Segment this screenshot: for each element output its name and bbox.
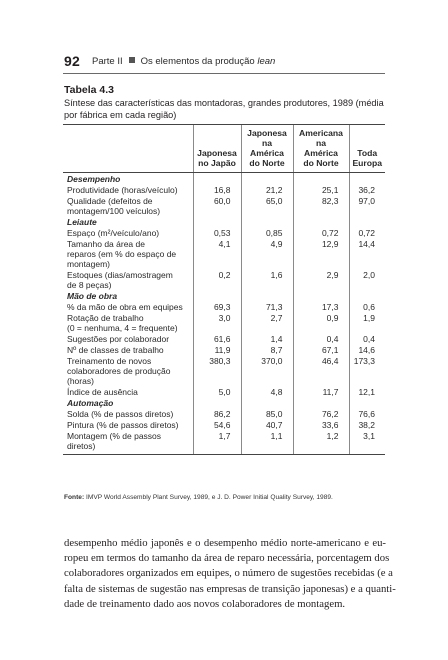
table-row xyxy=(63,386,385,397)
table-cell xyxy=(349,216,385,227)
row-label-line: (horas) xyxy=(67,375,94,386)
row-label-line: Pintura (% de passos diretos) xyxy=(67,419,179,430)
table-cell: 380,3 xyxy=(193,355,241,386)
row-label xyxy=(63,184,193,195)
table-cell xyxy=(293,397,349,408)
table-row xyxy=(63,344,385,355)
table-row xyxy=(63,269,385,290)
table-cell: 40,7 xyxy=(241,419,293,430)
table-cell: 3,0 xyxy=(193,312,241,333)
table-cell: 60,0 xyxy=(193,195,241,216)
table-cell: 0,9 xyxy=(293,312,349,333)
table-cell xyxy=(241,173,293,185)
table-cell: 2,9 xyxy=(293,269,349,290)
table-cell xyxy=(193,216,241,227)
source-label: Fonte: xyxy=(64,494,85,501)
table-cell: 17,3 xyxy=(293,301,349,312)
table-cell: 38,2 xyxy=(349,419,385,430)
table-cell: 2,7 xyxy=(241,312,293,333)
header-rule xyxy=(63,73,385,74)
page-number: 92 xyxy=(64,53,80,69)
column-header-line: América xyxy=(250,148,284,158)
table-cell: 0,4 xyxy=(293,333,349,344)
row-label-line: Produtividade (horas/veículo) xyxy=(67,184,178,195)
row-label-line: montagem) xyxy=(67,258,110,269)
row-label-line: Qualidade (defeitos de xyxy=(67,195,153,206)
row-label-line: Tamanho da área de xyxy=(67,238,145,249)
table-cell: 1,9 xyxy=(349,312,385,333)
row-label xyxy=(63,419,193,430)
column-header-line: Japonesa xyxy=(197,148,237,158)
table-cell: 12,1 xyxy=(349,386,385,397)
row-label xyxy=(63,355,193,386)
table-cell xyxy=(193,173,241,185)
table-cell: 85,0 xyxy=(241,408,293,419)
table-caption: Síntese das características das montadoras, grandes produtores, 1989 (média por fábrica em cada região) xyxy=(64,98,384,120)
running-header-title xyxy=(92,56,275,67)
table-cell: 0,53 xyxy=(193,227,241,238)
body-text-line: falta de sistemas de sugestão nas empresas de transição japonesas) e a quanti- xyxy=(64,582,396,595)
table-header-blank xyxy=(63,125,193,173)
table-cell: 97,0 xyxy=(349,195,385,216)
body-text-line: colaboradores organizados em equipes, o número de sugestões recebidas (e a xyxy=(64,567,393,580)
square-bullet-icon xyxy=(129,57,135,63)
table-cell: 71,3 xyxy=(241,301,293,312)
row-label xyxy=(63,312,193,333)
row-label-line: Desempenho xyxy=(67,173,121,184)
table-row xyxy=(63,333,385,344)
table-cell: 1,2 xyxy=(293,430,349,454)
row-label-line: Automação xyxy=(67,397,114,408)
table-cell: 11,7 xyxy=(293,386,349,397)
table-title: Tabela 4.3 xyxy=(64,84,114,96)
row-label xyxy=(63,344,193,355)
row-label-line: Montagem (% de passos xyxy=(67,430,162,441)
table-cell: 0,4 xyxy=(349,333,385,344)
row-label-line: Treinamento de novos xyxy=(67,355,152,366)
column-header-line: América xyxy=(304,148,338,158)
table-cell xyxy=(293,216,349,227)
column-header-line: Toda xyxy=(357,148,378,158)
table-cell: 370,0 xyxy=(241,355,293,386)
part-label: Parte II xyxy=(91,55,123,67)
table-cell: 67,1 xyxy=(293,344,349,355)
column-header-line: do Norte xyxy=(249,158,285,168)
row-label xyxy=(63,386,193,397)
table-section-row xyxy=(63,216,385,227)
row-label-line: colaboradores de produção xyxy=(67,365,171,376)
table-cell: 3,1 xyxy=(349,430,385,454)
table-cell: 0,85 xyxy=(241,227,293,238)
table-cell: 5,0 xyxy=(193,386,241,397)
row-label-line: Solda (% de passos diretos) xyxy=(67,408,174,419)
table-cell: 54,6 xyxy=(193,419,241,430)
column-header-line: Americana xyxy=(299,128,343,138)
table-cell: 16,8 xyxy=(193,184,241,195)
table-cell: 173,3 xyxy=(349,355,385,386)
table-row xyxy=(63,430,385,454)
table-cell: 4,9 xyxy=(241,238,293,269)
column-header-line: do Norte xyxy=(303,158,339,168)
table-cell: 76,2 xyxy=(293,408,349,419)
table-cell: 82,3 xyxy=(293,195,349,216)
row-label-line: % da mão de obra em equipes xyxy=(67,301,183,312)
table-cell xyxy=(193,290,241,301)
source-note xyxy=(64,493,386,502)
row-label-line: Rotação de trabalho xyxy=(67,312,144,323)
table-row xyxy=(63,408,385,419)
body-text-line: ropeu em termos do tamanho da área de reparo necessária, porcentagem dos xyxy=(64,552,390,565)
table-cell xyxy=(293,173,349,185)
table-cell: 8,7 xyxy=(241,344,293,355)
table-cell xyxy=(349,397,385,408)
table-cell: 4,1 xyxy=(193,238,241,269)
column-header-line: no Japão xyxy=(198,158,236,168)
row-label-line: reparos (em % do espaço de xyxy=(67,248,177,259)
column-header-line: Europa xyxy=(352,158,383,168)
row-label-line: Estoques (dias/amostragem xyxy=(67,269,173,280)
row-label xyxy=(63,238,193,269)
table-section-row xyxy=(63,290,385,301)
table-cell: 1,1 xyxy=(241,430,293,454)
table-cell: 36,2 xyxy=(349,184,385,195)
row-label-line: Índice de ausência xyxy=(67,386,138,397)
row-label-line: Sugestões por colaborador xyxy=(67,333,170,344)
table-cell xyxy=(241,290,293,301)
table-row xyxy=(63,195,385,216)
table-row xyxy=(63,238,385,269)
section-heading xyxy=(63,216,193,227)
table-cell: 0,72 xyxy=(349,227,385,238)
row-label-line: de 8 peças) xyxy=(67,279,112,290)
table-body xyxy=(63,173,385,455)
table-cell: 69,3 xyxy=(193,301,241,312)
table-cell: 0,2 xyxy=(193,269,241,290)
section-heading xyxy=(63,397,193,408)
column-header xyxy=(293,125,349,173)
table-cell: 1,4 xyxy=(241,333,293,344)
table-cell: 21,2 xyxy=(241,184,293,195)
table-cell: 1,6 xyxy=(241,269,293,290)
table-cell: 14,4 xyxy=(349,238,385,269)
table-cell xyxy=(349,290,385,301)
row-label-line: diretos) xyxy=(67,440,96,451)
table-cell xyxy=(241,216,293,227)
table-cell: 2,0 xyxy=(349,269,385,290)
row-label xyxy=(63,227,193,238)
section-heading xyxy=(63,173,193,185)
row-label-line: Nº de classes de trabalho xyxy=(67,344,164,355)
body-text-line: dade de treinamento dado aos novos colaboradores de montagem. xyxy=(64,597,346,610)
row-label-line: Mão de obra xyxy=(67,290,118,301)
table-row xyxy=(63,355,385,386)
table-cell: 0,6 xyxy=(349,301,385,312)
column-header xyxy=(349,125,385,173)
table-row xyxy=(63,184,385,195)
column-header xyxy=(241,125,293,173)
table-header-row xyxy=(63,125,385,173)
table-row xyxy=(63,312,385,333)
row-label-line: Espaço (m²/veículo/ano) xyxy=(67,227,160,238)
table-cell: 1,7 xyxy=(193,430,241,454)
table-row xyxy=(63,227,385,238)
section-heading xyxy=(63,290,193,301)
table-section-row xyxy=(63,173,385,185)
column-header-line: na xyxy=(261,138,273,148)
chapter-title-italic: lean xyxy=(257,55,276,67)
column-header-line: Japonesa xyxy=(247,128,287,138)
column-header xyxy=(193,125,241,173)
table-section-row xyxy=(63,397,385,408)
row-label xyxy=(63,430,193,454)
table-cell: 33,6 xyxy=(293,419,349,430)
row-label xyxy=(63,195,193,216)
table-cell: 11,9 xyxy=(193,344,241,355)
table-cell: 4,8 xyxy=(241,386,293,397)
source-text: IMVP World Assembly Plant Survey, 1989, e J. D. Power Initial Quality Survey, 1989. xyxy=(86,494,333,501)
row-label-line: Leiaute xyxy=(67,216,97,227)
table-row xyxy=(63,301,385,312)
row-label xyxy=(63,333,193,344)
row-label xyxy=(63,269,193,290)
table-cell xyxy=(193,397,241,408)
row-label-line: (0 = nenhuma, 4 = frequente) xyxy=(67,322,178,333)
column-header-line: na xyxy=(315,138,327,148)
table-row xyxy=(63,419,385,430)
row-label-line: montagem/100 veículos) xyxy=(67,205,161,216)
body-text-line: desempenho médio japonês e o desempenho médio norte-americano e eu- xyxy=(64,537,386,549)
row-label xyxy=(63,408,193,419)
comparison-table xyxy=(63,124,385,455)
table-cell: 14,6 xyxy=(349,344,385,355)
row-label xyxy=(63,301,193,312)
table-cell: 86,2 xyxy=(193,408,241,419)
table-cell: 76,6 xyxy=(349,408,385,419)
table-cell: 12,9 xyxy=(293,238,349,269)
table-cell: 65,0 xyxy=(241,195,293,216)
table-cell: 0,72 xyxy=(293,227,349,238)
chapter-title: Os elementos da produção xyxy=(140,55,255,67)
table-cell xyxy=(293,290,349,301)
table-cell: 25,1 xyxy=(293,184,349,195)
table-cell: 61,6 xyxy=(193,333,241,344)
body-paragraph xyxy=(64,536,396,612)
table-cell xyxy=(349,173,385,185)
table-cell: 46,4 xyxy=(293,355,349,386)
table-cell xyxy=(241,397,293,408)
running-header xyxy=(64,50,388,72)
